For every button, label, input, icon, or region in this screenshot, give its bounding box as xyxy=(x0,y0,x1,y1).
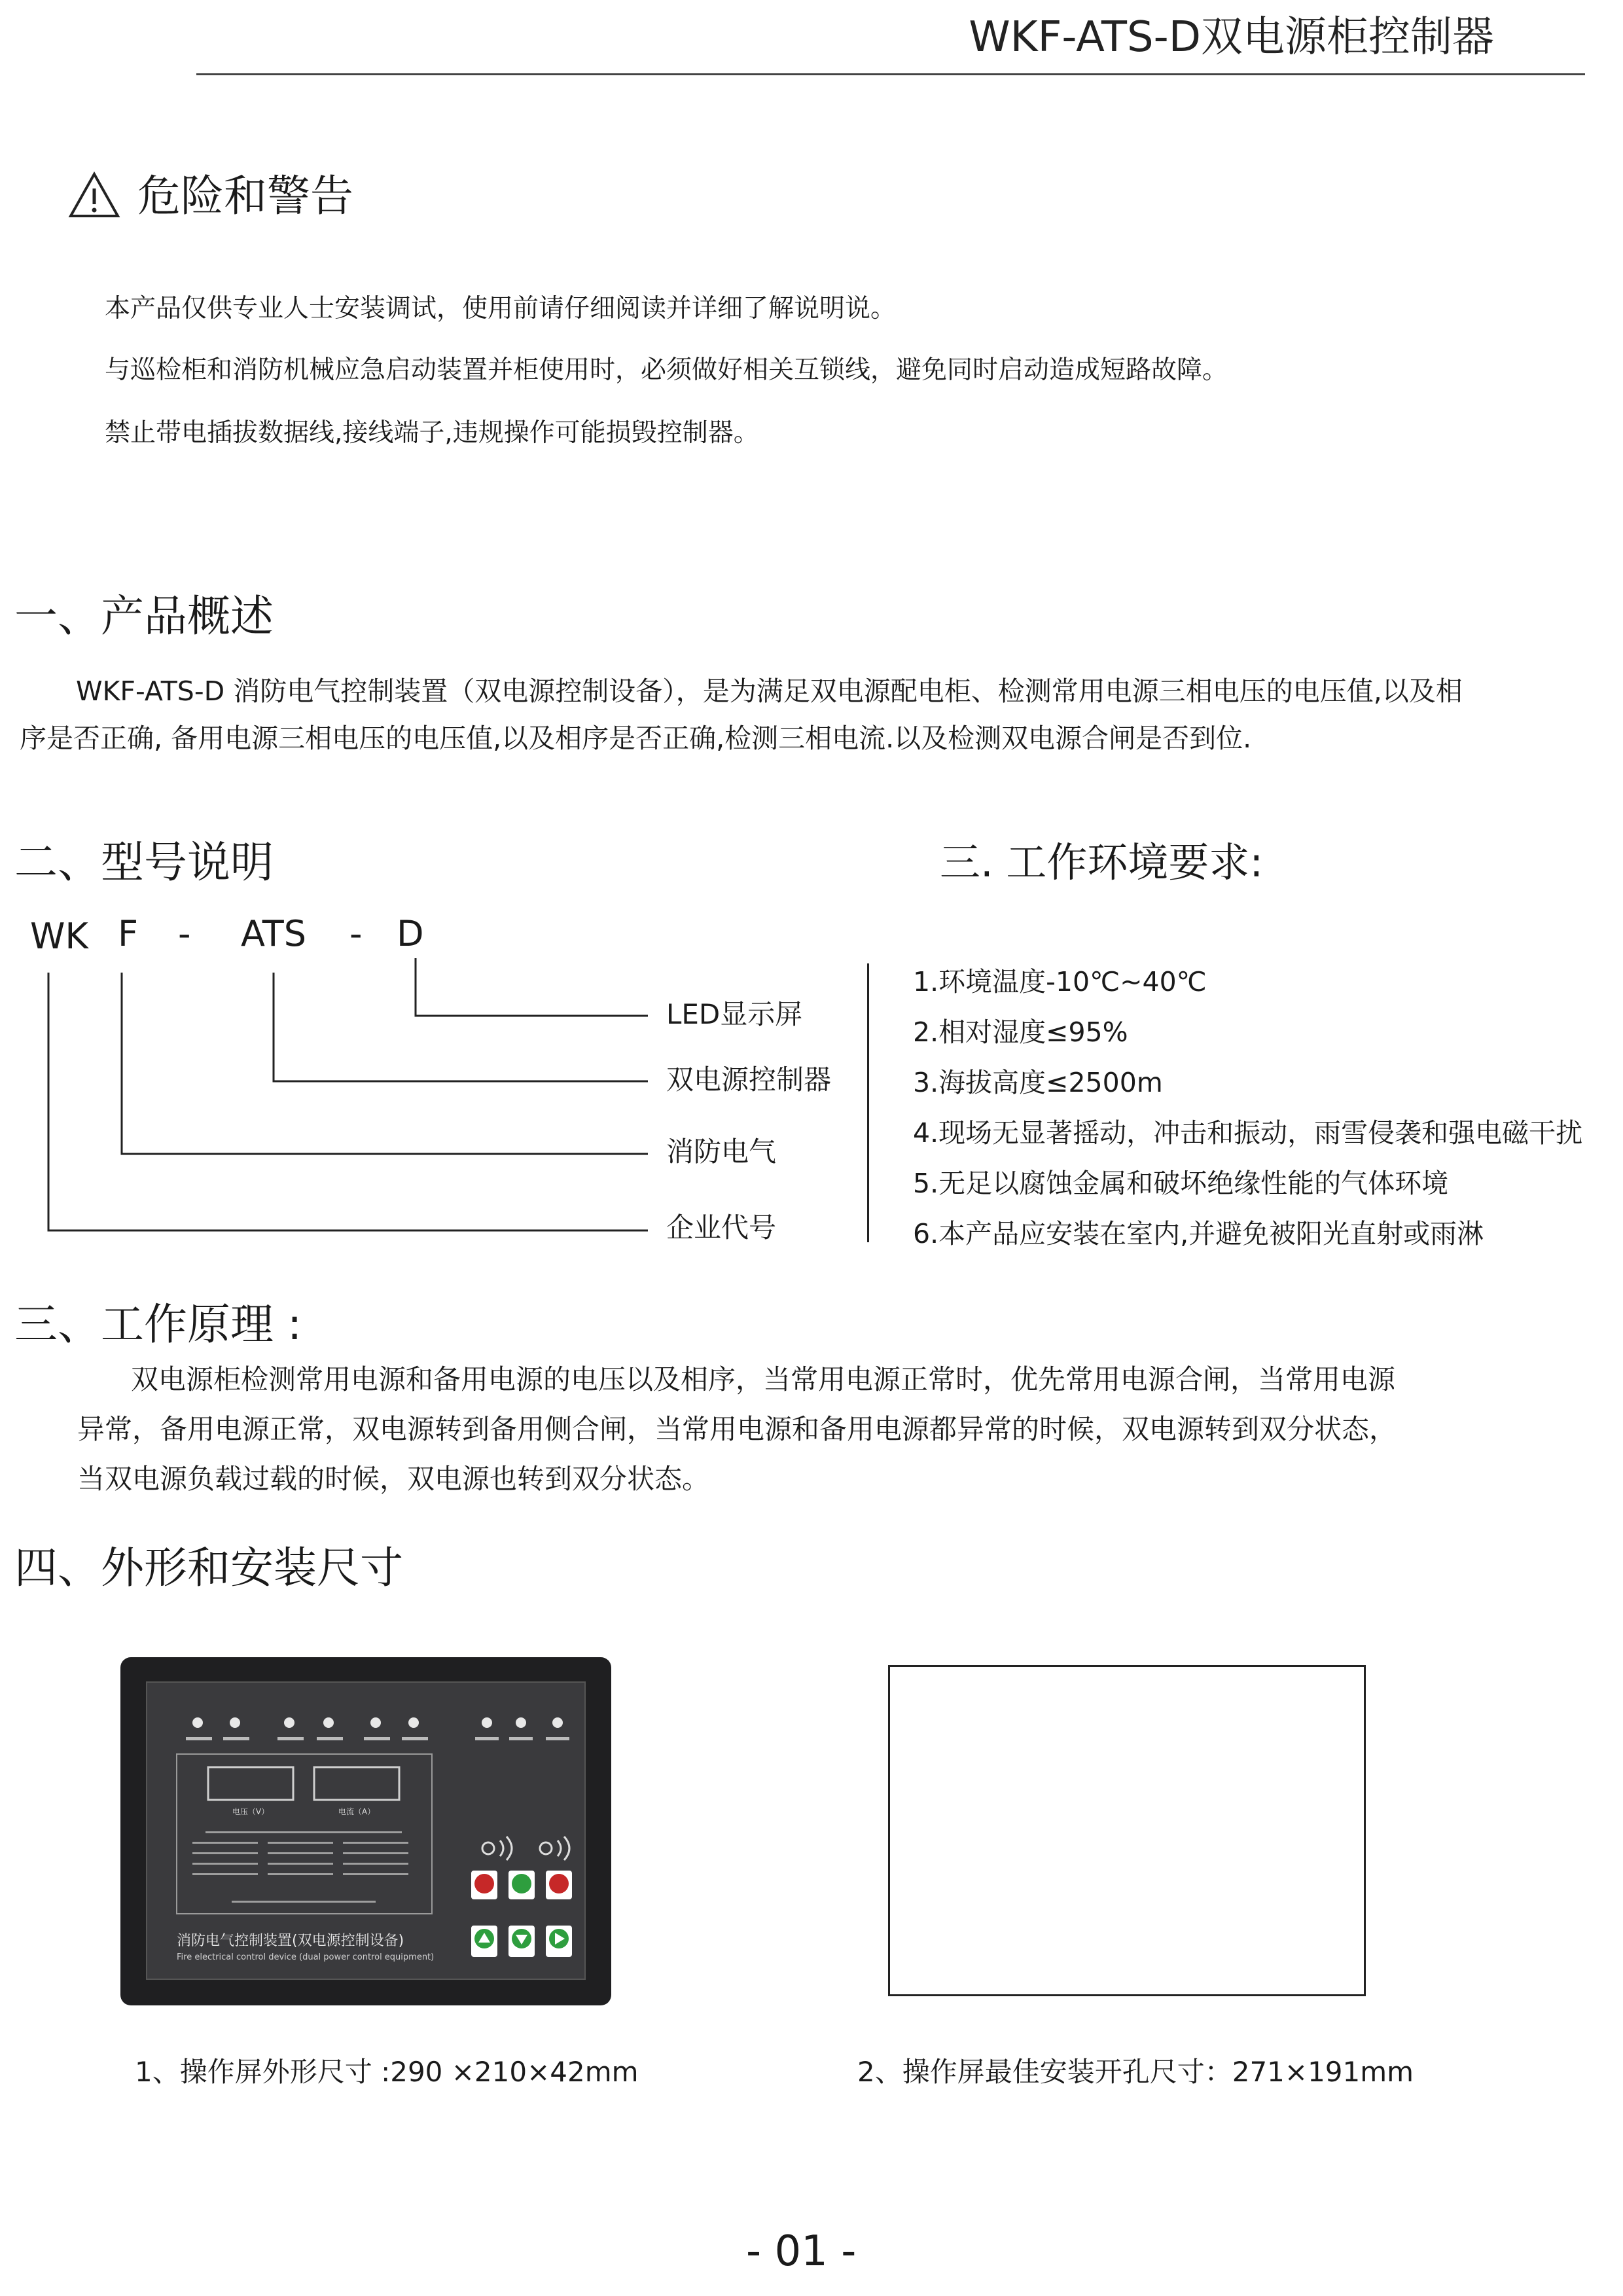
overview-line-2: 序是否正确, 备用电源三相电压的电压值,以及相序是否正确,检测三相电流.以及检测双电源合闸是否到位. xyxy=(20,723,1252,754)
header-divider xyxy=(196,73,1585,75)
environment-divider xyxy=(867,963,869,1242)
environment-item: 3.海拔高度≤2500m xyxy=(913,1067,1163,1098)
panel-name-en: Fire electrical control device (dual power control equipment) xyxy=(177,1952,435,1962)
model-label-company-code: 企业代号 xyxy=(666,1211,777,1244)
environment-item: 4.现场无显著摇动，冲击和振动，雨雪侵袭和强电磁干扰 xyxy=(913,1117,1583,1149)
panel-name-cn: 消防电气控制装置(双电源控制设备) xyxy=(177,1933,404,1949)
page-number: - 01 - xyxy=(746,2227,857,2276)
model-part-d: D xyxy=(397,913,424,954)
panel-voltage-label: 电压（V） xyxy=(232,1807,270,1816)
model-part-wk: WK xyxy=(30,916,88,957)
principle-line-1: 双电源柜检测常用电源和备用电源的电压以及相序，当常用电源正常时，优先常用电源合闸，当常用电源 xyxy=(131,1363,1396,1395)
model-part-ats: ATS xyxy=(241,913,307,954)
environment-item: 2.相对湿度≤95% xyxy=(913,1016,1128,1048)
warning-line-1: 本产品仅供专业人士安装调试，使用前请仔细阅读并详细了解说明说。 xyxy=(105,294,897,323)
warning-triangle-icon xyxy=(68,171,120,219)
caption-cutout-size: 2、操作屏最佳安装开孔尺寸：271×191mm xyxy=(857,2056,1414,2088)
warning-line-3: 禁止带电插拔数据线,接线端子,违规操作可能损毁控制器。 xyxy=(105,418,759,448)
cutout-outline xyxy=(888,1665,1366,1996)
model-heading: 二、型号说明 xyxy=(14,837,274,888)
principle-line-3: 当双电源负载过载的时候，双电源也转到双分状态。 xyxy=(77,1463,710,1495)
model-part-f: F xyxy=(118,913,139,954)
model-label-controller: 双电源控制器 xyxy=(666,1064,832,1096)
environment-heading: 三. 工作环境要求: xyxy=(940,838,1264,886)
model-part-dash-2: - xyxy=(349,913,363,954)
environment-list xyxy=(913,957,1582,1259)
operation-panel-image xyxy=(120,1657,611,2005)
environment-item: 5.无足以腐蚀金属和破坏绝缘性能的气体环境 xyxy=(913,1168,1449,1199)
model-part-dash-1: - xyxy=(178,913,191,954)
model-label-led: LED显示屏 xyxy=(666,998,803,1030)
document-title: WKF-ATS-D双电源柜控制器 xyxy=(969,13,1494,62)
model-label-fire-electric: 消防电气 xyxy=(666,1136,777,1168)
principle-heading: 三、工作原理 : xyxy=(14,1299,302,1350)
overview-heading: 一、产品概述 xyxy=(14,591,274,641)
principle-line-2: 异常，备用电源正常，双电源转到备用侧合闸，当常用电源和备用电源都异常的时候，双电源转到双分状态， xyxy=(77,1413,1397,1445)
principle-body xyxy=(77,1355,1556,1504)
warning-line-2: 与巡检柜和消防机械应急启动装置并柜使用时，必须做好相关互锁线，避免同时启动造成短路故障。 xyxy=(105,355,1228,385)
environment-item: 6.本产品应安装在室内,并避免被阳光直射或雨淋 xyxy=(913,1218,1484,1249)
panel-current-label: 电流（A） xyxy=(338,1807,376,1816)
dimensions-heading: 四、外形和安装尺寸 xyxy=(14,1543,403,1593)
overview-line-1: WKF-ATS-D 消防电气控制装置（双电源控制设备），是为满足双电源配电柜、检测常用电源三相电压的电压值,以及相 xyxy=(76,675,1463,707)
caption-panel-size: 1、操作屏外形尺寸 :290 ×210×42mm xyxy=(135,2056,639,2088)
warning-heading: 危险和警告 xyxy=(137,171,353,221)
environment-item: 1.环境温度-10℃~40℃ xyxy=(913,966,1207,997)
